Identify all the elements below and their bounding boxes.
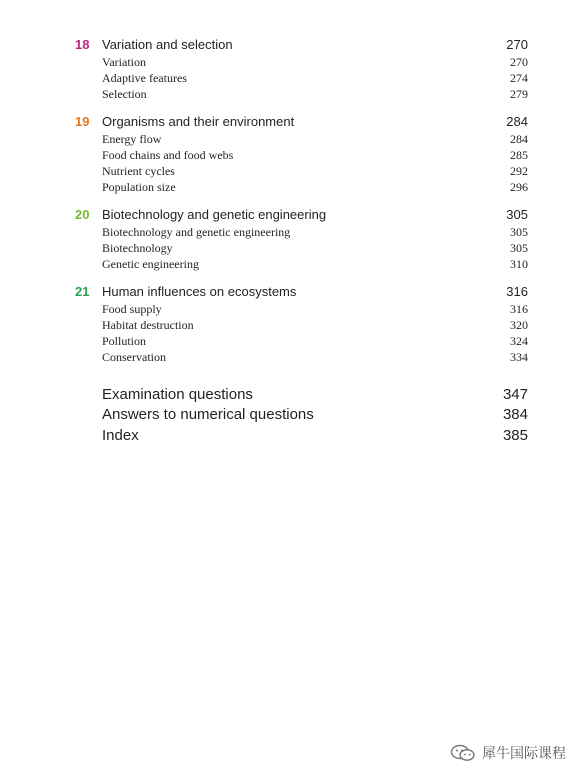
- section-entry[interactable]: [0, 257, 586, 275]
- section-title: Conservation: [102, 350, 166, 364]
- back-matter-title: Answers to numerical questions: [102, 406, 314, 423]
- back-matter-entry[interactable]: [0, 427, 586, 447]
- section-title: Energy flow: [102, 132, 162, 146]
- section-page: 316: [510, 302, 528, 316]
- back-matter-entry[interactable]: [0, 386, 586, 406]
- chapter-heading[interactable]: [0, 37, 586, 55]
- section-title: Biotechnology: [102, 241, 173, 255]
- section-title: Variation: [102, 55, 146, 69]
- watermark-text: 犀牛国际课程: [482, 746, 566, 762]
- section-page: 296: [510, 180, 528, 194]
- chapter-page: 316: [506, 284, 528, 299]
- chapter-heading[interactable]: [0, 284, 586, 302]
- section-page: 279: [510, 87, 528, 101]
- chapter-heading[interactable]: [0, 207, 586, 225]
- section-page: 320: [510, 318, 528, 332]
- chapter-page: 305: [506, 207, 528, 222]
- chapter-title: Human influences on ecosystems: [102, 284, 297, 299]
- section-page: 292: [510, 164, 528, 178]
- chapter-title: Organisms and their environment: [102, 114, 295, 129]
- chapter-number: 19: [75, 114, 90, 129]
- section-page: 324: [510, 334, 528, 348]
- section-title: Selection: [102, 87, 147, 101]
- back-matter-entry[interactable]: [0, 406, 586, 426]
- chapter-heading[interactable]: [0, 114, 586, 132]
- section-entry[interactable]: [0, 180, 586, 198]
- section-title: Biotechnology and genetic engineering: [102, 225, 291, 239]
- section-entry[interactable]: [0, 350, 586, 368]
- section-page: 310: [510, 257, 528, 271]
- section-title: Adaptive features: [102, 71, 187, 85]
- section-page: 274: [510, 71, 528, 85]
- section-page: 334: [510, 350, 528, 364]
- chapter-page: 270: [506, 37, 528, 52]
- section-title: Genetic engineering: [102, 257, 199, 271]
- section-title: Nutrient cycles: [102, 164, 175, 178]
- section-title: Food supply: [102, 302, 162, 316]
- section-title: Pollution: [102, 334, 147, 348]
- back-matter-title: Examination questions: [102, 386, 253, 403]
- chapter-number: 20: [75, 207, 90, 222]
- section-page: 305: [510, 225, 528, 239]
- back-matter-page: 347: [502, 386, 528, 403]
- section-title: Habitat destruction: [102, 318, 194, 332]
- section-title: Food chains and food webs: [102, 148, 234, 162]
- section-title: Population size: [102, 180, 176, 194]
- section-page: 305: [510, 241, 528, 255]
- section-entry[interactable]: [0, 87, 586, 105]
- section-page: 284: [510, 132, 528, 146]
- back-matter-title: Index: [102, 427, 139, 444]
- watermark: [450, 740, 566, 766]
- chapter-title: Biotechnology and genetic engineering: [102, 207, 327, 222]
- chapter-number: 18: [75, 37, 90, 52]
- section-page: 285: [510, 148, 528, 162]
- chapter-number: 21: [75, 284, 90, 299]
- chapter-page: 284: [506, 114, 528, 129]
- chapter-title: Variation and selection: [102, 37, 233, 52]
- back-matter-page: 384: [502, 406, 528, 423]
- section-page: 270: [510, 55, 528, 69]
- wechat-icon: [450, 744, 476, 762]
- back-matter-page: 385: [502, 427, 528, 444]
